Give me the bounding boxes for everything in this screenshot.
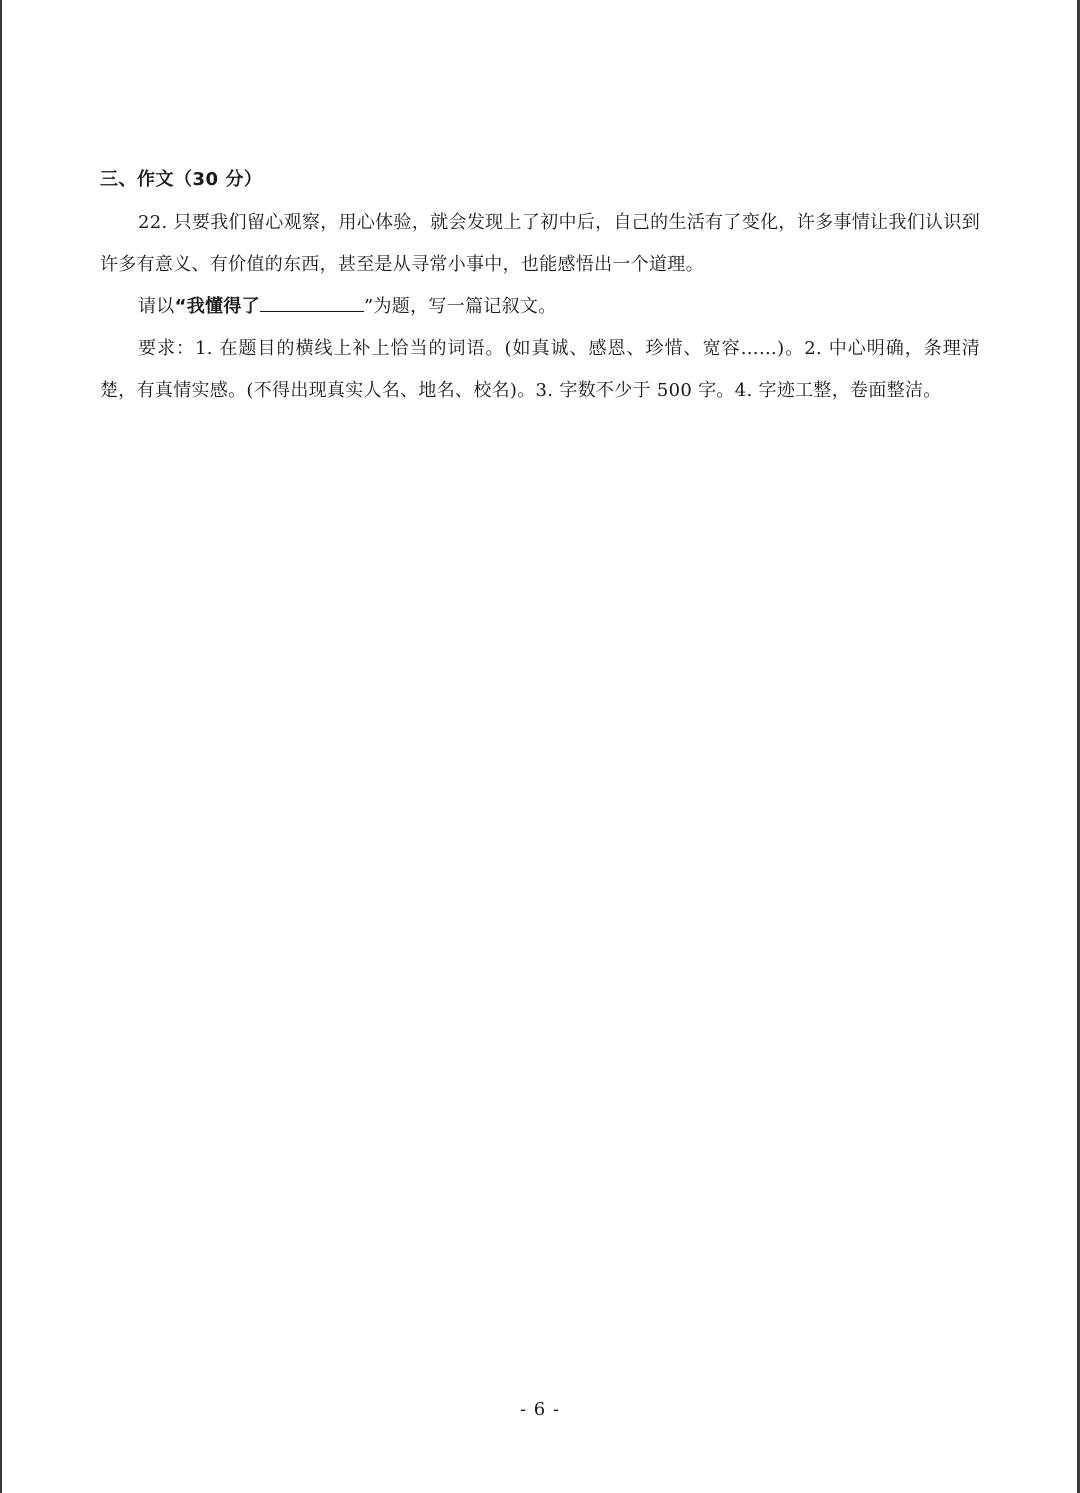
section-heading: 三、作文（30 分） [100, 169, 263, 190]
prompt-prefix: 请以 [138, 296, 175, 317]
page-content [100, 166, 980, 412]
requirements-text: 要求：1. 在题目的横线上补上恰当的词语。(如真诚、感恩、珍惜、宽容……)。2. 中心明确，条理清楚，有真情实感。(不得出现真实人名、地名、校名)。3. 字数不少于 500 字。4. 字迹工整，卷面整洁。 [100, 338, 980, 401]
essay-prompt [100, 286, 980, 328]
prompt-open-quote: “ [174, 296, 187, 317]
prompt-close-quote: ” [363, 296, 374, 317]
question-text: 22. 只要我们留心观察，用心体验，就会发现上了初中后，自己的生活有了变化，许多事情让我们认识到许多有意义、有价值的东西，甚至是从寻常小事中，也能感悟出一个道理。 [100, 212, 980, 275]
page-number: - 6 - [519, 1399, 561, 1420]
title-blank-line [260, 291, 364, 312]
prompt-title: 我懂得了 [186, 296, 260, 317]
page-left-border [0, 0, 2, 1493]
prompt-suffix: 为题，写一篇记叙文。 [373, 296, 557, 317]
